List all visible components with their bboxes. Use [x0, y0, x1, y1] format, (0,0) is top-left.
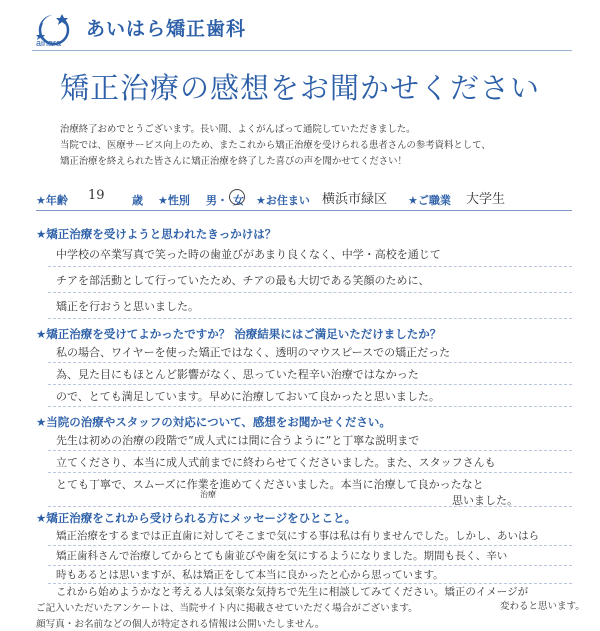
- answer-rule: [48, 362, 572, 363]
- answer-rule: [48, 565, 572, 566]
- question-staff: ★当院の治療やスタッフの対応について、感想をお聞かせください。: [36, 415, 391, 429]
- intro-line: 矯正治療を終えられた皆さんに矯正治療を終了した喜びの声を聞かせてください！: [60, 156, 407, 167]
- answer-line: ので、とても満足しています。早めに治療しておいて良かったと思いました。: [56, 390, 440, 403]
- answer-rule: [48, 266, 572, 267]
- clinic-name: あいはら矯正歯科: [86, 18, 247, 40]
- profile-row: [36, 186, 576, 210]
- answer-rule: [48, 506, 572, 507]
- answer-line: 矯正を行おうと思いました。: [56, 300, 199, 313]
- address-label: ★お住まい: [256, 194, 310, 207]
- answer-note: 治療: [200, 490, 216, 499]
- address-value: 横浜市緑区: [322, 192, 388, 207]
- intro-text: [60, 122, 580, 170]
- age-label: ★年齢: [36, 194, 68, 207]
- footer-note: ご記入いただいたアンケートは、当院サイト内に掲載させていただく場合がございます。: [36, 603, 418, 614]
- gender-label: ★性別: [158, 194, 190, 207]
- answer-line: チアを部活動として行っていたため、チアの最も大切である笑顔のために、: [56, 274, 430, 287]
- gender-male: 男・: [206, 194, 228, 207]
- answer-rule: [48, 545, 572, 546]
- question-satisfaction: ★矯正治療を受けてよかったですか？ 治療結果にはご満足いただけましたか？: [36, 327, 442, 341]
- answer-line: 立てくださり、本当に成人式前までに終わらせてくださいました。また、スタッフさんも: [56, 456, 496, 469]
- gender-selected-circle: [229, 189, 245, 205]
- answer-line: 為、見た目にもほとんど影響がなく、思っていた程辛い治療ではなかった: [56, 368, 419, 381]
- profile-divider: [36, 210, 572, 211]
- age-unit: 歳: [132, 194, 143, 207]
- answer-rule: [48, 292, 572, 293]
- question-motivation: ★矯正治療を受けようと思われたきっかけは？: [36, 227, 277, 241]
- answer-rule: [48, 450, 572, 451]
- answer-line: 先生は初めの治療の段階で“成人式には間に合うように”と丁寧な説明まで: [56, 434, 420, 447]
- page-title: 矯正治療の感想をお聞かせください: [59, 71, 540, 105]
- answer-line: 思いました。: [452, 494, 518, 507]
- answer-line: 変わると思います。: [500, 601, 585, 612]
- logo-caption: aihara: [36, 38, 62, 48]
- intro-line: 当院では、医療サービス向上のため、またこれから矯正治療を受けられる患者さんの参考資料として、: [60, 140, 491, 151]
- answer-line: これから始めようかなと考える人は気楽な気持ちで先生に相談してみてください。矯正のイメージが: [56, 586, 529, 598]
- answer-rule: [48, 406, 572, 407]
- answer-rule: [48, 318, 572, 319]
- answer-line: 私の場合、ワイヤーを使った矯正ではなく、透明のマウスピースでの矯正だった: [56, 346, 451, 359]
- answer-line: 時もあるとは思いますが、私は矯正をして本当に良かったと心から思っています。: [56, 569, 444, 581]
- answer-line: 矯正歯科さんで治療してからとても歯並びや歯を気にするようになりました。期間も長く、辛い: [56, 550, 508, 562]
- footer-note: 顔写真・お名前などの個人が特定される情報は公開いたしません。: [36, 619, 325, 630]
- age-value: 19: [88, 188, 105, 203]
- question-message: ★矯正治療をこれから受けられる方にメッセージをひとこと。: [36, 511, 357, 525]
- answer-line: とても丁寧で、スムーズに作業を進めてくださいました。本当に治療して良かったなと: [56, 478, 484, 491]
- job-value: 大学生: [466, 192, 506, 207]
- answer-line: 矯正治療をするまでは正直歯に対してそこまで気にする事は私は有りませんでした。しかし、あいはら: [56, 530, 539, 542]
- intro-line: 治療終了おめでとうございます。長い間、よくがんばって通院していただきました。: [60, 124, 416, 135]
- answer-line: 中学校の卒業写真で笑った時の歯並びがあまり良くなく、中学・高校を通じて: [56, 248, 441, 261]
- job-label: ★ご職業: [408, 194, 451, 207]
- answer-rule: [48, 384, 572, 385]
- header-divider: [32, 50, 572, 51]
- answer-rule: [48, 472, 572, 473]
- gender-female: 女: [233, 194, 244, 207]
